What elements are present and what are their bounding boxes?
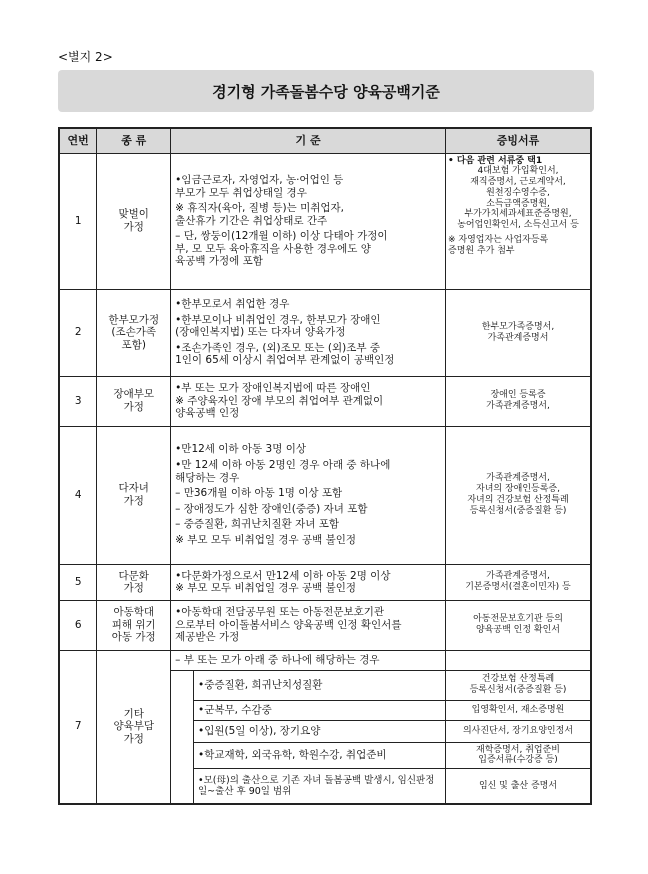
- criteria-line: •한부모이나 비취업인 경우, 한부모가 장애인 (장애인복지법) 또는 다자녀 양육가정: [175, 313, 381, 339]
- table-row: [59, 289, 591, 376]
- row-docs: 가족관계증명서, 자녀의 장애인등록증, 자녀의 건강보험 산정특례 등록신청서(중증질환 등): [446, 426, 591, 564]
- row-type: 맞벌이 가정: [97, 153, 171, 289]
- docs-list: 4대보험 가입확인서, 재직증명서, 근로계약서, 원천징수영수증, 소득금액증명원, 부가가치세과세표준증명원, 농어업인확인서, 소득신고서 등: [457, 166, 579, 231]
- criteria-line: •아동학대 전담공무원 또는 아동전문보호기관 으로부터 아이돌봄서비스 양육공백 인정 확인서를 제공받은 가정: [175, 606, 402, 644]
- row-criteria: [171, 426, 446, 564]
- sub-criteria: •모(母)의 출산으로 기존 자녀 돌봄공백 발생시, 임신판정 일~출산 후 90일 범위: [194, 769, 446, 804]
- sub-criteria: •학교재학, 외국유학, 학원수강, 취업준비: [194, 742, 446, 769]
- row-no: 6: [59, 600, 97, 650]
- table-row: [59, 650, 591, 670]
- row-docs: 가족관계증명서, 기본증명서(결혼이민자) 등: [446, 564, 591, 600]
- docs-note: ※ 자영업자는 사업자등록 증명원 추가 첨부: [448, 235, 549, 256]
- criteria-line: •만12세 이하 아동 3명 이상: [175, 443, 306, 456]
- sub-docs: 의사진단서, 장기요양인정서: [446, 720, 591, 742]
- sub-criteria: •중증질환, 희귀난치성질환: [194, 670, 446, 700]
- row-docs: 아동전문보호기관 등의 양육공백 인정 확인서: [446, 600, 591, 650]
- docs-heading: • 다음 관련 서류중 택1: [448, 155, 543, 166]
- annex-label: <별지 2>: [58, 50, 113, 64]
- table-row: [59, 600, 591, 650]
- row-criteria: [171, 564, 446, 600]
- row-type: 장애부모 가정: [97, 376, 171, 426]
- sub-criteria: •군복무, 수감중: [194, 700, 446, 720]
- table-row: [59, 376, 591, 426]
- criteria-line: •임금근로자, 자영업자, 농·어업인 등 부모가 모두 취업상태일 경우: [175, 173, 344, 199]
- row-type: 아동학대 피해 위기 아동 가정: [97, 600, 171, 650]
- row-no: 3: [59, 376, 97, 426]
- table-row: [59, 153, 591, 289]
- row-type: 다자녀 가정: [97, 426, 171, 564]
- sub-docs: 재학증명서, 취업준비 입증서류(수강증 등): [446, 742, 591, 769]
- row-no: 2: [59, 289, 97, 376]
- criteria-line: •만 12세 이하 아동 2명인 경우 아래 중 하나에 해당하는 경우: [175, 459, 391, 484]
- row-docs: 한부모가족증명서, 가족관계증명서: [446, 289, 591, 376]
- criteria-line: •다문화가정으로서 만12세 이하 아동 2명 이상 ※ 부모 모두 비취업일 경우 공백 불인정: [175, 569, 391, 595]
- header-criteria: 기 준: [171, 128, 446, 153]
- criteria-line: •부 또는 모가 장애인복지법에 따른 장애인 ※ 주양육자인 장애 부모의 취업여부 관계없이 양육공백 인정: [175, 382, 384, 420]
- row-criteria: [171, 376, 446, 426]
- empty-cell: [446, 650, 591, 670]
- row-type: 기타 양육부담 가정: [97, 650, 171, 804]
- row-no: 1: [59, 153, 97, 289]
- row-type: 다문화 가정: [97, 564, 171, 600]
- indent-cell: [171, 670, 194, 804]
- row-no: 4: [59, 426, 97, 564]
- row-criteria: [171, 600, 446, 650]
- row-criteria: [171, 153, 446, 289]
- criteria-table: [58, 127, 592, 805]
- criteria-line: ※ 휴직자(육아, 질병 등)는 미취업자, 출산휴가 기간은 취업상태로 간주: [175, 202, 344, 227]
- page-title: 경기형 가족돌봄수당 양육공백기준: [58, 70, 594, 112]
- table-row: [59, 426, 591, 564]
- criteria-line: – 중증질환, 희귀난치질환 자녀 포함: [175, 518, 340, 531]
- header-docs: 증빙서류: [446, 128, 591, 153]
- sub-docs: 임신 및 출산 증명서: [446, 769, 591, 804]
- row-no: 5: [59, 564, 97, 600]
- header-no: 연번: [59, 128, 97, 153]
- row-docs: [446, 153, 591, 289]
- row-no: 7: [59, 650, 97, 804]
- sub-docs: 건강보험 산정특례 등록신청서(중증질환 등): [446, 670, 591, 700]
- row-criteria-intro: – 부 또는 모가 아래 중 하나에 해당하는 경우: [171, 650, 446, 670]
- criteria-line: •한부모로서 취업한 경우: [175, 298, 290, 311]
- sub-docs: 입영확인서, 재소증명원: [446, 700, 591, 720]
- criteria-line: – 장애정도가 심한 장애인(중증) 자녀 포함: [175, 502, 368, 515]
- criteria-line: •조손가족인 경우, (외)조모 또는 (외)조부 중 1인이 65세 이상시 취업여부 관계없이 공백인정: [175, 341, 395, 367]
- row-docs: 장애인 등록증 가족관계증명서,: [446, 376, 591, 426]
- sub-criteria: •입원(5일 이상), 장기요양: [194, 720, 446, 742]
- row-type: 한부모가정 (조손가족 포함): [97, 289, 171, 376]
- criteria-line: – 만36개월 이하 아동 1명 이상 포함: [175, 487, 343, 500]
- header-type: 종 류: [97, 128, 171, 153]
- criteria-line: – 단, 쌍둥이(12개월 이하) 이상 다태아 가정이 부, 모 모두 육아휴직을 사용한 경우에도 양 육공백 가정에 포함: [175, 230, 388, 268]
- row-criteria: [171, 289, 446, 376]
- table-row: [59, 564, 591, 600]
- criteria-line: ※ 부모 모두 비취업일 경우 공백 불인정: [175, 533, 357, 546]
